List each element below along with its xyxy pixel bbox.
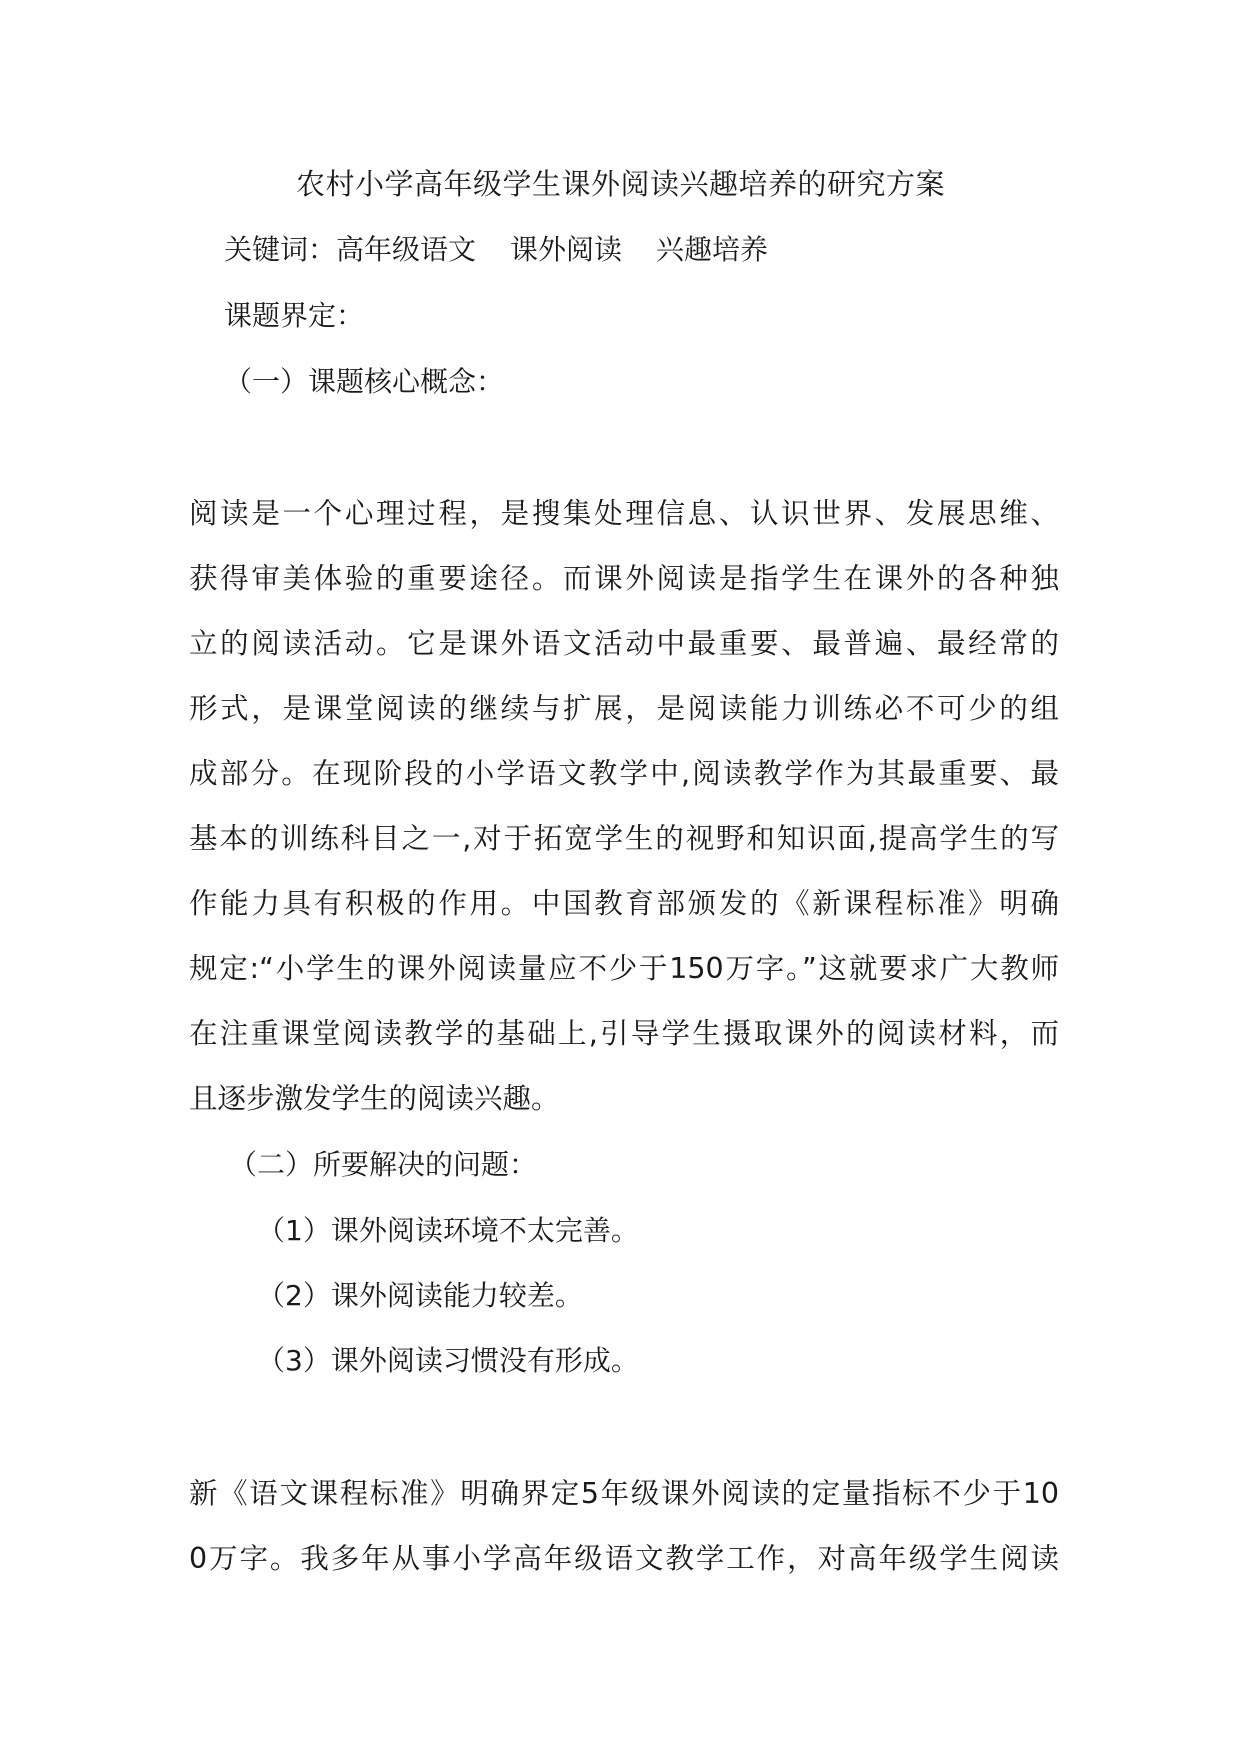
keywords-line [224,230,768,270]
keyword-item: 课外阅读 [510,233,623,266]
keyword-item: 兴趣培养 [656,233,769,266]
paragraph-line: 规定:“小学生的课外阅读量应不少于150万字。”这就要求广大教师 [189,952,1059,985]
problem-item: （2）课外阅读能力较差。 [257,1279,583,1312]
paragraph-line: 作能力具有积极的作用。中国教育部颁发的《新课程标准》明确 [189,887,1059,920]
section-heading-core-concepts: （一）课题核心概念： [224,365,505,398]
problem-item: （3）课外阅读习惯没有形成。 [257,1344,639,1377]
paragraph-line: 且逐步激发学生的阅读兴趣。 [189,1082,560,1115]
paragraph-line: 基本的训练科目之一,对于拓宽学生的视野和知识面,提高学生的写 [189,822,1059,855]
document-title: 农村小学高年级学生课外阅读兴趣培养的研究方案 [295,167,945,201]
paragraph-line: 在注重课堂阅读教学的基础上,引导学生摄取课外的阅读材料，而 [189,1017,1059,1050]
keyword-item: 高年级语文 [336,233,477,266]
paragraph-line: 0万字。我多年从事小学高年级语文教学工作，对高年级学生阅读 [189,1542,1059,1575]
paragraph-line: 获得审美体验的重要途径。而课外阅读是指学生在课外的各种独 [189,562,1059,595]
problem-item: （1）课外阅读环境不太完善。 [257,1214,639,1247]
paragraph-line: 阅读是一个心理过程，是搜集处理信息、认识世界、发展思维、 [189,497,1059,530]
section-heading-problems: （二）所要解决的问题： [229,1148,538,1181]
topic-definition-heading: 课题界定： [224,299,365,332]
paragraph-line: 立的阅读活动。它是课外语文活动中最重要、最普遍、最经常的 [189,627,1059,660]
paragraph-line: 成部分。在现阶段的小学语文教学中,阅读教学作为其最重要、最 [189,757,1059,790]
paragraph-line: 新《语文课程标准》明确界定5年级课外阅读的定量指标不少于10 [189,1477,1059,1510]
paragraph-line: 形式，是课堂阅读的继续与扩展，是阅读能力训练必不可少的组 [189,692,1059,725]
keywords-label: 关键词： [224,233,337,266]
